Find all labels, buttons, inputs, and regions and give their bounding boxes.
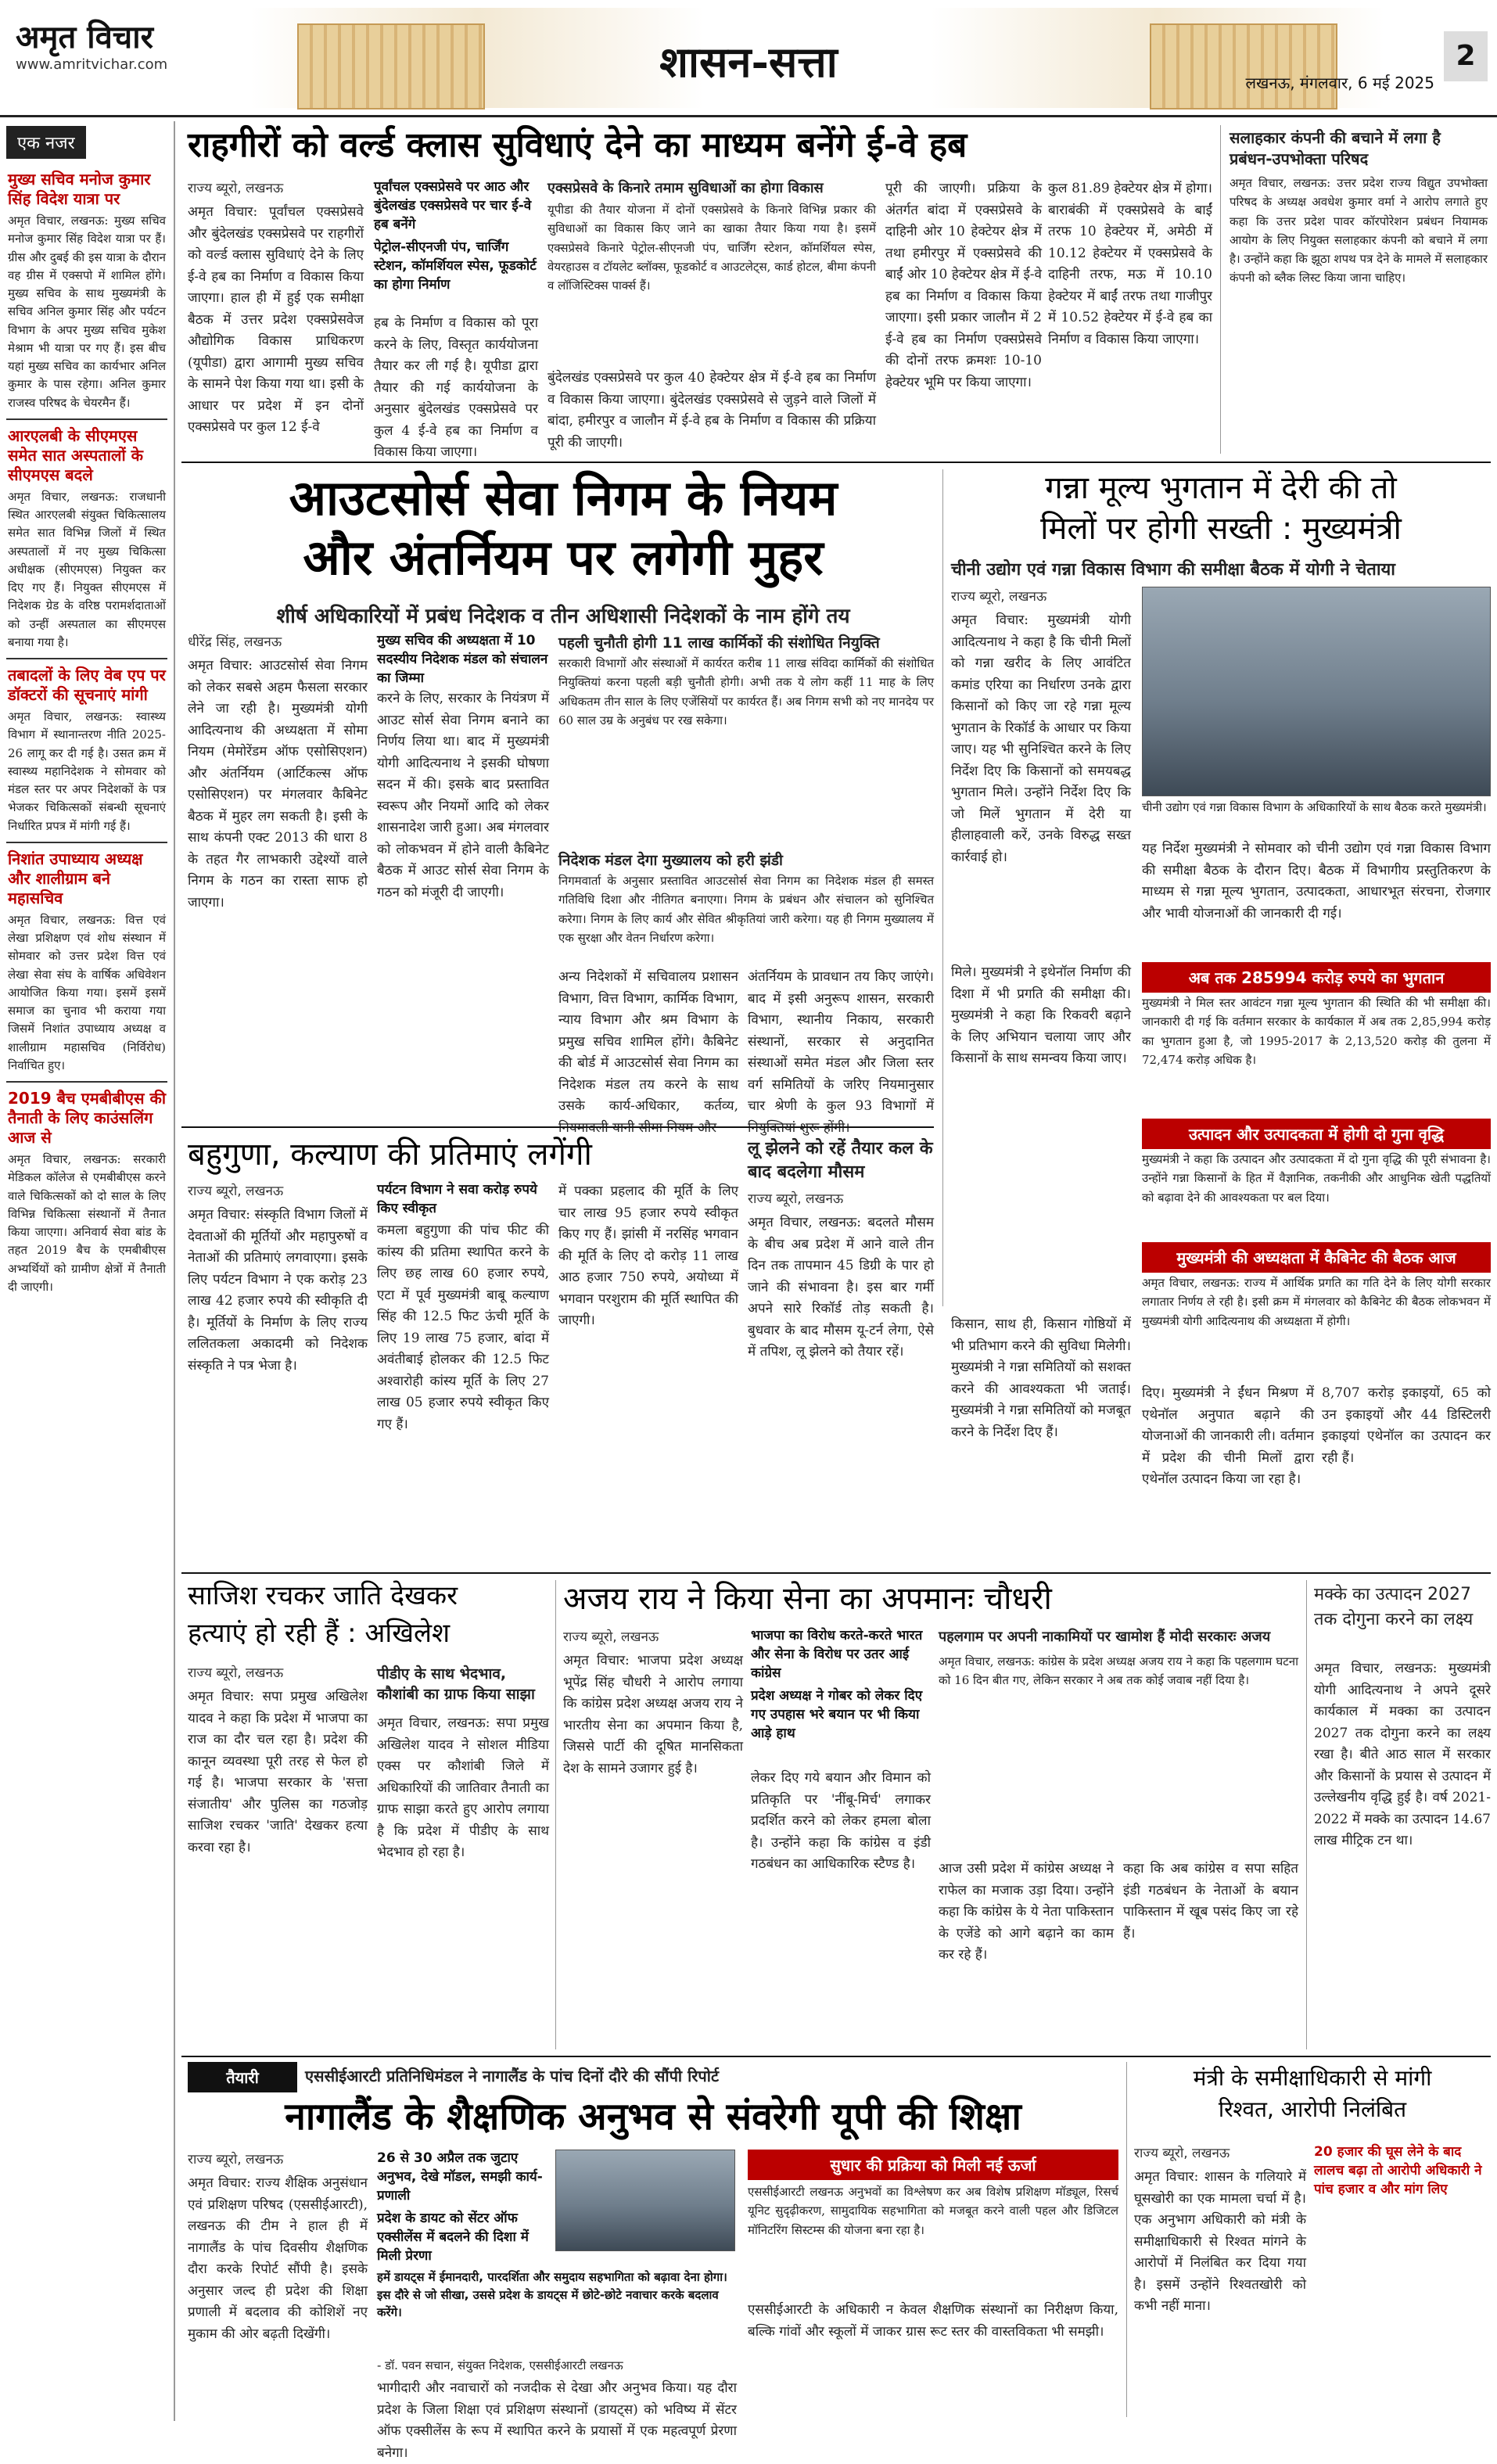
column-divider (1220, 125, 1221, 454)
pull-quote: हमें डायट्स में ईमानदारी, पारदर्शिता और समुदाय सहभागिता को बढ़ावा देना होगा। इस दौरे से जो सीखा, उससे प्रदेश के डायट्स में छोटे-छोटे नवाचार करके बदलाव करेंगे। (377, 2270, 727, 2319)
kicker-label: तैयारी (188, 2062, 297, 2092)
dateline: लखनऊ, मंगलवार, 6 मई 2025 (1245, 74, 1434, 92)
newspaper-logo[interactable]: अमृत विचार (16, 20, 153, 56)
byline: राज्य ब्यूरो, लखनऊ (748, 1191, 844, 1207)
story-subhead: मुख्यमंत्री की अध्यक्षता में कैबिनेट की बैठक आज (1142, 1242, 1491, 1273)
story-headline[interactable]: राहगीरों को वर्ल्ड क्लास सुविधाएं देने का माध्यम बनेंगे ई-वे हब (188, 125, 967, 165)
story-subhead: निदेशक मंडल देगा मुख्यालय को हरी झंडी (558, 852, 783, 869)
column-divider (1306, 1580, 1307, 2049)
brief-body: अमृत विचार, लखनऊ: वित्त एवं लेखा प्रशिक्षण एवं शोध संस्थान में सोमवार को उत्तर प्रदेश वित्त एवं लेखा सेवा संघ के वार्षिक अधिवेशन आयोजित किया गया। इसमें इसमें समाज का चुनाव भी कराया गया जिसमें निशांत उपाध्याय अध्यक्ष व शालीग्राम महासचिव (निर्विरोध) निर्वाचित हुए। (8, 912, 166, 1072)
story-body: पूरी की जाएगी। प्रक्रिया के अंतर्गत बांदा में एक्सप्रेसवे के दाहिनी ओर 10 हेक्टेयर क्षेत्र में तथा हमीरपुर में एक्सप्रेसवे की बाईं ओर 10 हेक्टेयर क्षेत्र में ई-वे हब का निर्माण व विकास किया जाएगा। इसी प्रकार जालौन में 2 ई-वे हब का निर्माण एक्सप्रेसवे की दोनों तरफ क्रमशः 10-10 हेक्टेयर भूमि पर किया जाएगा। (885, 181, 1042, 390)
story-subhead: पहली चुनौती होगी 11 लाख कार्मिकों की संशोधित नियुक्ति (558, 634, 880, 652)
section-divider (181, 1572, 1491, 1574)
story-subhead: पीडीए के साथ भेदभाव, कौशांबी का ग्राफ किया साझा (377, 1665, 535, 1703)
story-headline-line1[interactable]: मंत्री के समीक्षाधिकारी से मांगी (1193, 2065, 1432, 2091)
story-body: मिले। मुख्यमंत्री ने इथेनॉल निर्माण की दिशा में भी प्रगति की समीक्षा की। मुख्यमंत्री ने कहा कि रिकवरी बढ़ाने के लिए अभियान चलाया जाए और किसानों के साथ समन्वय किया जाए। (951, 964, 1131, 1067)
highlights-box (377, 632, 549, 692)
website-url[interactable]: www.amritvichar.com (16, 56, 168, 73)
brief-headline[interactable]: निशांत उपाध्याय अध्यक्ष और शालीग्राम बने महासचिव (8, 849, 143, 907)
story-headline-line2[interactable]: हत्याएं हो रही हैं : अखिलेश (188, 1618, 451, 1649)
story-headline[interactable]: नागालैंड के शैक्षणिक अनुभव से संवरेगी यूपी की शिक्षा (285, 2095, 1021, 2139)
story-headline-line2[interactable]: मिलों पर होगी सख्ती : मुख्यमंत्री (1040, 511, 1402, 547)
story-body: अमृत विचार: संस्कृति विभाग जिलों में देवताओं की मूर्तियों और महापुरुषों व नेताओं की प्रतिमाएं लगवाएगा। इसके लिए पर्यटन विभाग ने एक करोड़ 23 लाख 42 हजार रुपये की स्वीकृति दी है। मूर्तियों के निर्माण के लिए राज्य ललितकला अकादमी को निदेशक संस्कृति ने पत्र भेजा है। (188, 1207, 368, 1374)
story-body: हब के निर्माण व विकास को पूरा करने के लिए, विस्तृत कार्ययोजना तैयार कर ली गई है। यूपीडा द्वारा तैयार की गई कार्ययोजना के अनुसार बुंदेलखंड एक्सप्रेसवे पर कुल 4 ई-वे हब का निर्माण व विकास किया जाएगा। (374, 315, 538, 461)
story-body: अमृत विचार: मुख्यमंत्री योगी आदित्यनाथ ने कहा है कि चीनी मिलों को गन्ना खरीद के लिए आवंटित कमांड एरिया का निर्धारण उनके द्वारा किसानों को किए जा रहे गन्ना मूल्य भुगतान के रिकॉर्ड के आधार पर किया जाए। यह भी सुनिश्चित करने के लिए निर्देश दिए कि किसानों को समयबद्ध भुगतान मिले। उन्होंने निर्देश दिए कि जो मिलें भुगतान में देरी या हीलाहवाली करें, उनके विरुद्ध सख्त कार्रवाई हो। (951, 612, 1131, 865)
highlight-item: पर्यटन विभाग ने सवा करोड़ रुपये किए स्वीकृत (377, 1182, 537, 1216)
story-deck: चीनी उद्योग एवं गन्ना विकास विभाग की समीक्षा बैठक में योगी ने चेताया (951, 560, 1395, 580)
story-body: कमला बहुगुणा की पांच फीट की कांस्य की प्रतिमा स्थापित करने के लिए छह लाख 60 हजार रुपये, एटा में पूर्व मुख्यमंत्री बाबू कल्याण सिंह की 12.5 फिट ऊंची मूर्ति के लिए 19 लाख 75 हजार, बांदा में अवंतीबाई होलकर की 12.5 फिट अश्वारोही कांस्य मूर्ति के लिए 27 लाख 05 हजार रुपये स्वीकृत किए गए हैं। (377, 1223, 549, 1432)
highlights-box (374, 178, 538, 300)
story-body: एससीईआरटी लखनऊ अनुभवों का विश्लेषण कर अब विशेष प्रशिक्षण मॉड्यूल, रिसर्च यूनिट सुदृढ़ीकरण, सामुदायिक सहभागिता को मजबूत करने वाली पहल और डिजिटल मॉनिटरिंग सिस्टम्स की योजना बना रहा है। (748, 2185, 1118, 2237)
divider (6, 842, 167, 843)
column-divider (1126, 2062, 1127, 2417)
byline: राज्य ब्यूरो, लखनऊ (188, 2152, 284, 2168)
highlight-item: भाजपा का विरोध करते-करते भारत और सेना के विरोध पर उतर आई कांग्रेस (751, 1628, 923, 1681)
highlight-item: 20 हजार की घूस लेने के बाद लालच बढ़ा तो आरोपी अधिकारी ने पांच हजार व और मांग लिए (1314, 2144, 1482, 2197)
story-body: अमृत विचार: पूर्वांचल एक्सप्रेसवे और बुंदेलखंड एक्सप्रेसवे पर राहगीरों को वर्ल्ड क्लास सुविधाएं देने के लिए ई-वे हब का निर्माण व विकास किया जाएगा। हाल ही में हुई एक समीक्षा बैठक में उत्तर प्रदेश एक्सप्रेसवेज औद्योगिक विकास प्राधिकरण (यूपीडा) द्वारा आगामी मुख्य सचिव के सामने पेश किया गया था। इसी के आधार पर प्रदेश में इन दोनों एक्सप्रेसवे पर कुल 12 ई-वे (188, 204, 364, 436)
quote-attribution: - डॉ. पवन सचान, संयुक्त निदेशक, एससीईआरटी लखनऊ (377, 2358, 623, 2372)
story-body: अमृत विचार: आउटसोर्स सेवा निगम को लेकर सबसे अहम फैसला सरकार लेने जा रही है। मुख्यमंत्री योगी आदित्यनाथ की अध्यक्षता में सोमा नियम (मेमोरेंडम ऑफ एसोसिएशन) और अंतर्नियम (आर्टिकल्स ऑफ एसोसिएशन) पर मंगलवार कैबिनेट बैठक में मुहर लग सकती है। इसी के साथ कंपनी एक्ट 2013 की धारा 8 के तहत गैर लाभकारी उद्देश्यों वाले निगम के गठन का रास्ता साफ हो जाएगा। (188, 658, 368, 911)
masthead (0, 0, 1497, 117)
brief-body: अमृत विचार, लखनऊ: स्वास्थ्य विभाग में स्थानान्तरण नीति 2025-26 लागू कर दी गई है। उसत क्रम में स्वास्थ्य महानिदेशक ने सोमवार को मंडल स्तर पर अपर निदेशकों के पत्र भेजकर चिकित्सकों संबन्धी सूचनाएं निर्धारित प्रपत्र में मांगी गई हैं। (8, 709, 166, 833)
byline: धीरेंद्र सिंह, लखनऊ (188, 634, 282, 650)
story-body: आज उसी प्रदेश में कांग्रेस अध्यक्ष ने राफेल का मजाक उड़ा दिया। उन्होंने कहा कि कांग्रेस के ये नेता पाकिस्तान के एजेंडे को आगे बढ़ाने का काम कर रहे हैं। (939, 1861, 1114, 1963)
sidebar-briefs (0, 121, 175, 2421)
highlights-box (377, 2150, 549, 2271)
highlights-box (377, 1181, 549, 1223)
column-divider (942, 469, 943, 1306)
highlight-item: 26 से 30 अप्रैल तक जुटाए अनुभव, देखे मॉडल, समझी कार्य-प्रणाली (377, 2150, 543, 2204)
byline: राज्य ब्यूरो, लखनऊ (188, 1184, 284, 1199)
story-body: एससीईआरटी के अधिकारी न केवल शैक्षणिक संस्थानों का निरीक्षण किया, बल्कि गांवों और स्कूलों में जाकर ग्रास रूट स्तर की वास्तविकता भी समझी। (748, 2302, 1118, 2340)
story-headline-line2[interactable]: और अंतर्नियम पर लगेगी मुहर (303, 529, 824, 586)
story-body: 8,707 करोड़ इकाइयों, 65 को उन इकाइयों और 44 डिस्टिलरी इकाइयां एथेनॉल का उत्पादन कर रही हैं। (1322, 1385, 1491, 1466)
story-body: लेकर दिए गये बयान और विमान को प्रतिकृति पर 'नींबू-मिर्च' लगाकर प्रदर्शित करने को लेकर हमला बोला है। उन्होंने कहा कि कांग्रेस व इंडी गठबंधन का आधिकारिक स्टैण्ड है। (751, 1770, 931, 1873)
brief-headline[interactable]: आरएलबी के सीएमएस समेत सात अस्पतालों के सीएमएस बदले (8, 426, 143, 484)
highlight-item: पूर्वांचल एक्सप्रेसवे पर आठ और बुंदेलखंड एक्सप्रेसवे पर चार ई-वे हब बनेंगे (374, 179, 532, 232)
column-divider (555, 1580, 556, 2049)
story-body: कुल 81.89 हेक्टेयर क्षेत्र में होगा। बाराबंकी में एक्सप्रेसवे के बाईं तरफ 10 हेक्टेयर में, अमेठी में 10.12 हेक्टेयर में एक्सप्रेसवे के दाहिनी तरफ, मऊ में 10.10 हेक्टेयर में बाईं तरफ तथा गाजीपुर में 10.52 हेक्टेयर में ई-वे हब का निर्माण व विकास किया जाएगा। (1048, 181, 1212, 347)
byline: राज्य ब्यूरो, लखनऊ (1134, 2146, 1230, 2161)
story-headline[interactable]: लू झेलने को रहें तैयार कल के बाद बदलेगा मौसम (748, 1139, 933, 1182)
story-headline-line2[interactable]: तक दोगुना करने का लक्ष्य (1314, 1610, 1474, 1629)
story-kicker-text: एससीईआरटी प्रतिनिधिमंडल ने नागालैंड के पांच दिनों दौरे की सौंपी रिपोर्ट (305, 2067, 720, 2085)
photo-caption: चीनी उद्योग एवं गन्ना विकास विभाग के अधिकारियों के साथ बैठक करते मुख्यमंत्री। (1142, 800, 1487, 814)
story-body: यूपीडा की तैयार योजना में दोनों एक्सप्रेसवे के किनारे विभिन्न प्रकार की सुविधाओं का विकास किए जाने का खाका तैयार किया गया है। इसमें एक्सप्रेसवे किनारे पेट्रोल-सीएनजी पंप, चार्जिंग स्टेशन, कॉमर्शियल स्पेस, वेयरहाउस व टॉयलेट ब्लॉक्स, फूडकोर्ट व आउटलेट्स, कार्ड होटल, बीमा कंपनी व लॉजिस्टिक्स पार्क्स हैं। (547, 203, 876, 293)
section-divider (181, 1126, 934, 1128)
story-body: अमृत विचार, लखनऊ: उत्तर प्रदेश राज्य विद्युत उपभोक्ता परिषद के अध्यक्ष अवधेश कुमार वर्मा ने आरोप लगाते हुए कहा कि उत्तर प्रदेश पावर कॉरपोरेशन प्रबंधन नियामक आयोग के लिए नियुक्त सलाहकार कंपनी को बचाने में लगा है। उन्होंने कहा कि झूठा शपथ पत्र देने के मामले में सलाहकार कंपनी को ब्लैक लिस्ट किया जाना चाहिए। (1230, 176, 1488, 286)
section-divider (181, 2056, 1491, 2057)
story-headline-line1[interactable]: साजिश रचकर जाति देखकर (188, 1580, 458, 1611)
story-subhead: पहलगाम पर अपनी नाकामियों पर खामोश हैं मोदी सरकारः अजय (939, 1629, 1271, 1645)
building-photo (555, 2150, 735, 2251)
story-body: बुंदेलखंड एक्सप्रेसवे पर कुल 40 हेक्टेयर क्षेत्र में ई-वे हब का निर्माण व विकास किया जाएगा। बुंदेलखंड एक्सप्रेसवे से जुड़ने वाले जिलों में बांदा, हमीरपुर व जालौन में ई-वे हब के निर्माण व विकास की प्रक्रिया पूरी की जाएगी। (547, 370, 876, 451)
story-headline-line1[interactable]: आउटसोर्स सेवा निगम के नियम (289, 469, 838, 526)
story-subhead: अब तक 285994 करोड़ रुपये का भुगतान (1142, 962, 1491, 993)
page-number: 2 (1444, 31, 1488, 81)
story-body: करने के लिए, सरकार के नियंत्रण में आउट सोर्स सेवा निगम बनाने का निर्णय लिया था। बाद में मुख्यमंत्री योगी आदित्यनाथ ने इसकी घोषणा सदन में की। इसके बाद प्रस्तावित स्वरूप और नियमों आदि को लेकर शासनादेश जारी हुआ। अब मंगलवार को लोकभवन में होने वाली कैबिनेट बैठक में आउट सोर्स सेवा निगम के गठन को मंजूरी दी जाएगी। (377, 691, 549, 900)
sidebar-tag: एक नजर (6, 126, 86, 159)
highlight-item: प्रदेश अध्यक्ष ने गोबर को लेकर दिए गए उपहास भरे बयान पर भी किया आड़े हाथ (751, 1688, 923, 1741)
story-subhead: एक्सप्रेसवे के किनारे तमाम सुविधाओं का होगा विकास (547, 180, 824, 196)
story-body: अमृत विचार: शासन के गलियारे में घूसखोरी का एक मामला चर्चा में है। एक अनुभाग अधिकारी को मंत्री के समीक्षाधिकारी से रिश्वत मांगने के आरोपों में निलंबित कर दिया गया है। इसमें उन्होंने रिश्वतखोरी को कभी नहीं माना। (1134, 2169, 1306, 2315)
story-body: अमृत विचार, लखनऊ: राज्य में आर्थिक प्रगति का गति देने के लिए योगी सरकार लगातार निर्णय ले रही है। इसी क्रम में मंगलवार को कैबिनेट की बैठक लोकभवन में मुख्यमंत्री योगी आदित्यनाथ की अध्यक्षता में होगी। (1142, 1276, 1491, 1328)
divider (6, 658, 167, 659)
brief-headline[interactable]: तबादलों के लिए वेब एप पर डॉक्टरों की सूचनाएं मांगी (8, 666, 166, 704)
story-body: अमृत विचार: भाजपा प्रदेश अध्यक्ष भूपेंद्र सिंह चौधरी ने आरोप लगाया कि कांग्रेस प्रदेश अध्यक्ष अजय राय ने भारतीय सेना का अपमान किया है, जिससे पार्टी की दूषित मानसिकता देश के सामने उजागर हुई है। (563, 1653, 743, 1776)
brief-body: अमृत विचार, लखनऊ: राजधानी स्थित आरएलबी संयुक्त चिकित्सालय समेत सात विभिन्न जिलों में स्थित अस्पतालों में नए मुख्य चिकित्सा अधीक्षक (सीएमएस) नियुक्त कर दिए गए हैं। नियुक्त सीएमएस में निदेशक ग्रेड के वरिष्ठ परामर्शदाताओं को उन्हीं अस्पताल का सीएमएस बनाया गया है। (8, 489, 166, 649)
brief-headline[interactable]: 2019 बैच एमबीबीएस की तैनाती के लिए काउंसलिंग आज से (8, 1089, 167, 1147)
highlights-box (751, 1627, 923, 1748)
highlights-box (1314, 2143, 1491, 2204)
byline: राज्य ब्यूरो, लखनऊ (188, 1665, 284, 1681)
story-body: किसान, साथ ही, किसान गोष्ठियों में भी प्रतिभाग करने की सुविधा मिलेगी। मुख्यमंत्री ने गन्ना समितियों को सशक्त करने की आवश्यकता भी जताई। मुख्यमंत्री ने गन्ना समितियों को मजबूत करने के निर्देश दिए हैं। (951, 1316, 1131, 1440)
story-headline-line1[interactable]: गन्ना मूल्य भुगतान में देरी की तो (1045, 470, 1397, 506)
story-headline[interactable]: बहुगुणा, कल्याण की प्रतिमाएं लगेंगी (188, 1137, 592, 1173)
story-headline[interactable]: सलाहकार कंपनी की बचाने में लगा है प्रबंधन-उपभोक्ता परिषद (1230, 128, 1441, 168)
story-body: अमृत विचार: राज्य शैक्षिक अनुसंधान एवं प्रशिक्षण परिषद (एससीईआरटी), लखनऊ की टीम ने हाल ही में नागालैंड के पांच दिवसीय शैक्षणिक दौरा करके रिपोर्ट सौंपी है। इसके अनुसार जल्द ही प्रदेश की शिक्षा प्रणाली में बदलाव की कोशिशें नए मुकाम की ओर बढ़ती दिखेंगी। (188, 2175, 368, 2342)
story-body: निगमवार्ता के अनुसार प्रस्तावित आउटसोर्स सेवा निगम का निदेशक मंडल ही समस्त गतिविधि दिशा और नीतिगत बनाएगा। निगम के प्रबंधन और संचालन को सुनिश्चित करेगा। निगम के लिए कार्य और सेवित श्रीकृतियां जारी करेगा। यह ही निगम मुख्यालय में एक सुरक्षा और वेतन निर्धारण करेगा। (558, 874, 934, 945)
story-body: सरकारी विभागों और संस्थाओं में कार्यरत करीब 11 लाख संविदा कार्मिकों की संशोधित नियुक्तियां करना पहली बड़ी चुनौती होगी। अभी तक ये लोग कहीं 11 माह के लिए अधिकतम तीन साल के लिए एजेंसियों पर कार्यरत हैं। अब निगम सभी को नए मानदेय पर 60 साल उम्र के अनुबंध पर रख सकेगा। (558, 656, 934, 727)
story-subhead: उत्पादन और उत्पादकता में होगी दो गुना वृद्धि (1142, 1119, 1491, 1149)
story-body: कहा कि अब कांग्रेस व सपा सहित इंडी गठबंधन के नेताओं के बयान पाकिस्तान में खूब पसंद किए जा रहे हैं। (1123, 1861, 1298, 1941)
highlight-item: मुख्य सचिव की अध्यक्षता में 10 सदस्यीय निदेशक मंडल को संचालन का जिम्मा (377, 633, 548, 686)
brief-headline[interactable]: मुख्य सचिव मनोज कुमार सिंह विदेश यात्रा पर (8, 170, 151, 208)
story-headline[interactable]: अजय राय ने किया सेना का अपमानः चौधरी (563, 1581, 1052, 1617)
story-body: अमृत विचार, लखनऊ: सपा प्रमुख अखिलेश यादव ने सोशल मीडिया एक्स पर कौशांबी जिले में अधिकारियों की जातिवार तैनाती का ग्राफ साझा करते हुए आरोप लगाया है कि प्रदेश में पीडीए के साथ भेदभाव हो रहा है। (377, 1715, 549, 1861)
story-body: अमृत विचार: सपा प्रमुख अखिलेश यादव ने कहा कि प्रदेश में भाजपा का राज का दौर चल रहा है। प्रदेश की कानून व्यवस्था पूरी तरह से फेल हो गई है। भाजपा सरकार के 'सत्ता संजातीय' और पुलिस का गठजोड़ साजिश रचकर 'जाति' देखकर हत्या करवा रहा है। (188, 1689, 368, 1855)
byline: राज्य ब्यूरो, लखनऊ (563, 1629, 659, 1645)
story-headline-line2[interactable]: रिश्वत, आरोपी निलंबित (1218, 2096, 1407, 2122)
brief-body: अमृत विचार, लखनऊ: सरकारी मेडिकल कॉलेज से एमबीबीएस करने वाले चिकित्सकों को दो साल के लिए विभिन्न चिकित्सा संस्थानों में तैनात किया जाएगा। अनिवार्य सेवा बांड के तहत 2019 बैच के एमबीबीएस अभ्यर्थियों को ग्रामीण क्षेत्रों में तैनाती दी जाएगी। (8, 1152, 166, 1294)
meeting-photo (1142, 587, 1491, 796)
section-title: शासन-सत्ता (659, 37, 838, 87)
story-body: मुख्यमंत्री ने मिल स्तर आवंटन गन्ना मूल्य भुगतान की स्थिति की भी समीक्षा की। जानकारी दी गई कि वर्तमान सरकार के कार्यकाल में अब तक 2,85,994 करोड़ का भुगतान हुआ है, जो 1995-2017 के 2,13,520 करोड़ की तुलना में 72,474 करोड़ अधिक है। (1142, 996, 1491, 1067)
section-divider (181, 462, 1491, 463)
story-body: यह निर्देश मुख्यमंत्री ने सोमवार को चीनी उद्योग एवं गन्ना विकास विभाग की समीक्षा बैठक के दौरान दिए। बैठक में विभागीय प्रस्तुतिकरण के माध्यम से गन्ना मूल्य भुगतान, उत्पादकता, आधारभूत संरचना, रोजगार और भावी योजनाओं की जानकारी दी गई। (1142, 841, 1491, 921)
story-body: अन्य निदेशकों में सचिवालय प्रशासन विभाग, वित्त विभाग, कार्मिक विभाग, न्याय विभाग और श्रम विभाग के प्रमुख सचिव शामिल होंगे। कैबिनेट की बोर्ड में आउटसोर्स सेवा निगम का निदेशक मंडल तय करने के साथ उसके कार्य-अधिकार, कर्तव्य, नियमावली यानी सीमा नियम और (558, 969, 738, 1136)
story-deck: शीर्ष अधिकारियों में प्रबंध निदेशक व तीन अधिशासी निदेशकों के नाम होंगे तय (276, 605, 850, 628)
brief-body: अमृत विचार, लखनऊ: मुख्य सचिव मनोज कुमार सिंह विदेश यात्रा पर हैं। ग्रीस और दुबई की इस यात्रा के दौरान वह ग्रीस में एक्सपो में शामिल होंगे। मुख्य सचिव के साथ मुख्यमंत्री के सचिव अनिल कुमार सिंह और पर्यटन विभाग के अपर मुख्य सचिव मुकेश मेश्राम भी यात्रा पर गए हैं। इस बीच यहां मुख्य सचिव का कार्यभार अनिल कुमार के पास रहेगा। अनिल कुमार राजस्व परिषद के चेयरमैन हैं। (8, 214, 166, 410)
story-headline-line1[interactable]: मक्के का उत्पादन 2027 (1314, 1585, 1472, 1604)
story-body: में पक्का प्रहलाद की मूर्ति के लिए चार लाख 95 हजार रुपये स्वीकृत किए गए हैं। झांसी में नरसिंह भगवान की मूर्ति के लिए दो करोड़ 11 लाख आठ हजार 750 रुपये, अयोध्या में भगवान परशुराम की मूर्ति स्थापित की जाएगी। (558, 1184, 738, 1329)
divider (6, 1081, 167, 1083)
divider (6, 418, 167, 420)
story-body: अंतर्नियम के प्रावधान तय किए जाएंगे। बाद में इसी अनुरूप शासन, सरकारी विभाग, स्थानीय निकाय, सरकारी संस्थानों, सरकार से अनुदानित संस्थाओं समेत मंडल और जिला स्तर वर्ग समितियों के जरिए नियमानुसार चार श्रेणी के कुल 93 विभागों में नियुक्तियां शुरू होंगी। (748, 969, 934, 1136)
byline: राज्य ब्यूरो, लखनऊ (188, 181, 284, 196)
byline: राज्य ब्यूरो, लखनऊ (951, 589, 1047, 605)
story-body: भागीदारी और नवाचारों को नजदीक से देखा और अनुभव किया। यह दौरा प्रदेश के जिला शिक्षा एवं प्रशिक्षण संस्थानों (डायट्स) को भविष्य में सेंटर ऑफ एक्सीलेंस के रूप में स्थापित करने के प्रयासों में एक महत्वपूर्ण प्रेरणा बनेगा। (377, 2380, 737, 2461)
story-body: अमृत विचार, लखनऊ: कांग्रेस के प्रदेश अध्यक्ष अजय राय ने कहा कि पहलगाम घटना को 16 दिन बीत गए, लेकिन सरकार ने अब तक कोई जवाब नहीं दिया है। (939, 1654, 1298, 1688)
story-body: अमृत विचार, लखनऊ: मुख्यमंत्री योगी आदित्यनाथ ने अपने दूसरे कार्यकाल में मक्का का उत्पादन 2027 तक दोगुना करने का लक्ष्य रखा है। बीते आठ साल में सरकार और किसानों के प्रयास से उत्पादन में उल्लेखनीय वृद्धि हुई है। वर्ष 2021-2022 में मक्के का उत्पादन 14.67 लाख मीट्रिक टन था। (1314, 1661, 1491, 1849)
story-subhead: सुधार की प्रक्रिया को मिली नई ऊर्जा (748, 2150, 1118, 2180)
story-body: मुख्यमंत्री ने कहा कि उत्पादन और उत्पादकता में दो गुना वृद्धि की पूरी संभावना है। उन्होंने गन्ना किसानों के हित में वैज्ञानिक, तकनीकी और आधुनिक खेती पद्धतियों को बढ़ावा देने की आवश्यकता पर बल दिया। (1142, 1152, 1491, 1205)
highlight-item: प्रदेश के डायट को सेंटर ऑफ एक्सीलेंस में बदलने की दिशा में मिली प्रेरणा (377, 2211, 529, 2264)
story-body: अमृत विचार, लखनऊ: बदलते मौसम के बीच अब प्रदेश में आने वाले तीन दिन तक तापमान 45 डिग्री के पार हो जाने की संभावना है। इस बार गर्मी अपने सारे रिकॉर्ड तोड़ सकती है। बुधवार के बाद मौसम यू-टर्न लेगा, ऐसे में तपिश, लू झेलने को तैयार रहें। (748, 1215, 934, 1360)
story-body: दिए। मुख्यमंत्री ने ईंधन मिश्रण में एथेनॉल अनुपात बढ़ाने की योजनाओं की जानकारी ली। वर्तमान में प्रदेश की चीनी मिलों द्वारा एथेनॉल उत्पादन किया जा रहा है। (1142, 1385, 1314, 1488)
highlight-item: पेट्रोल-सीएनजी पंप, चार्जिंग स्टेशन, कॉमर्शियल स्पेस, फूडकोर्ट का होगा निर्माण (374, 239, 537, 293)
